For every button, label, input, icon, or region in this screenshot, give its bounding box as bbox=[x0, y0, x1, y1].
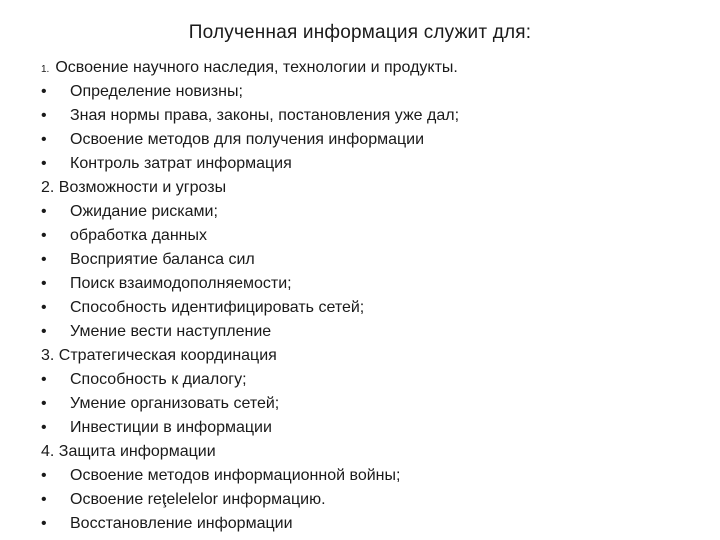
section-number: 2. bbox=[41, 179, 55, 196]
list-item bbox=[41, 320, 701, 344]
item-text: Освоение reţelelelor информацию. bbox=[70, 491, 326, 508]
list-item-section-1 bbox=[41, 56, 701, 80]
slide-title: Полученная информация служит для: bbox=[188, 22, 532, 43]
bullet-marker: • bbox=[41, 203, 47, 220]
list-item bbox=[41, 296, 701, 320]
item-text: Контроль затрат информация bbox=[70, 155, 292, 172]
bullet-marker: • bbox=[41, 419, 47, 436]
item-text: Освоение научного наследия, технологии и продукты. bbox=[55, 59, 458, 76]
section-number: 3. bbox=[41, 347, 55, 364]
bullet-marker: • bbox=[41, 395, 47, 412]
item-text: Зная нормы права, законы, постановления уже дал; bbox=[70, 107, 460, 124]
list-item bbox=[41, 488, 701, 512]
item-text: Умение вести наступление bbox=[70, 323, 272, 340]
bullet-marker: • bbox=[41, 299, 47, 316]
list-item-section-3 bbox=[41, 344, 701, 368]
list-item bbox=[41, 464, 701, 488]
item-text: Возможности и угрозы bbox=[58, 179, 227, 196]
bullet-marker: • bbox=[41, 275, 47, 292]
section-number: 4. bbox=[41, 443, 55, 460]
content-list bbox=[41, 56, 701, 536]
bullet-marker: • bbox=[41, 155, 47, 172]
item-text: обработка данных bbox=[70, 227, 207, 244]
item-text: Определение новизны; bbox=[70, 83, 243, 100]
list-item bbox=[41, 152, 701, 176]
list-item-section-2 bbox=[41, 176, 701, 200]
item-text: Освоение методов информационной войны; bbox=[70, 467, 401, 484]
list-item bbox=[41, 272, 701, 296]
item-text: Умение организовать сетей; bbox=[70, 395, 280, 412]
item-text: Способность к диалогу; bbox=[70, 371, 247, 388]
list-item bbox=[41, 512, 701, 536]
bullet-marker: • bbox=[41, 107, 47, 124]
item-text: Освоение методов для получения информации bbox=[70, 131, 425, 148]
item-text: Ожидание рисками; bbox=[70, 203, 218, 220]
bullet-marker: • bbox=[41, 227, 47, 244]
list-item-section-4 bbox=[41, 440, 701, 464]
bullet-marker: • bbox=[41, 371, 47, 388]
item-text: Инвестиции в информации bbox=[70, 419, 272, 436]
list-item bbox=[41, 224, 701, 248]
list-item bbox=[41, 368, 701, 392]
item-text: Защита информации bbox=[58, 443, 216, 460]
item-text: Восприятие баланса сил bbox=[70, 251, 255, 268]
item-text: Поиск взаимодополняемости; bbox=[70, 275, 292, 292]
bullet-marker: • bbox=[41, 491, 47, 508]
list-item bbox=[41, 248, 701, 272]
item-text: Восстановление информации bbox=[70, 515, 293, 532]
list-item bbox=[41, 104, 701, 128]
bullet-marker: • bbox=[41, 467, 47, 484]
bullet-marker: • bbox=[41, 131, 47, 148]
bullet-marker: • bbox=[41, 83, 47, 100]
item-text: Стратегическая координация bbox=[58, 347, 277, 364]
list-item bbox=[41, 80, 701, 104]
item-text: Способность идентифицировать сетей; bbox=[70, 299, 365, 316]
section-number: 1. bbox=[41, 64, 50, 75]
list-item bbox=[41, 200, 701, 224]
list-item bbox=[41, 416, 701, 440]
bullet-marker: • bbox=[41, 515, 47, 532]
list-item bbox=[41, 392, 701, 416]
list-item bbox=[41, 128, 701, 152]
bullet-marker: • bbox=[41, 323, 47, 340]
bullet-marker: • bbox=[41, 251, 47, 268]
